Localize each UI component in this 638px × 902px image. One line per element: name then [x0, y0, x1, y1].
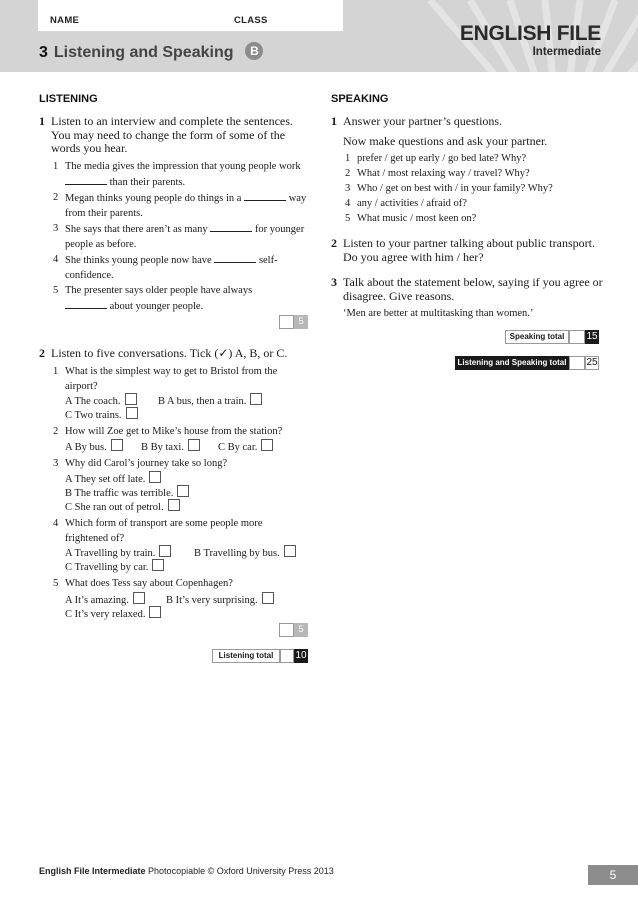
- tick-checkbox[interactable]: [126, 407, 138, 419]
- score-input[interactable]: [279, 315, 294, 329]
- tick-checkbox[interactable]: [152, 559, 164, 571]
- listening-q1-item: 3 She says that there aren’t as many for younger people as before.: [53, 223, 305, 250]
- listening-total: Listening total 10: [212, 649, 308, 663]
- listening-q1-instruction: 1 Listen to an interview and complete the sentences. You may need to change the form of some of the words you hear.: [39, 114, 293, 155]
- class-label: CLASS: [234, 15, 268, 26]
- tick-checkbox[interactable]: [149, 471, 161, 483]
- unit-title-text: Listening and Speaking: [53, 44, 234, 61]
- speaking-q1-item: 3 Who / get on best with / in your family? Why?: [345, 183, 553, 194]
- speaking-q1-item: 4 any / activities / afraid of?: [345, 198, 467, 209]
- listening-q2-question: 4 Which form of transport are some people more frightened of?: [53, 518, 263, 544]
- listening-q1-item: 2 Megan thinks young people do things in a way from their parents.: [53, 192, 307, 219]
- listening-q2-instruction: 2 Listen to five conversations. Tick (✓) A, B, or C.: [39, 346, 288, 360]
- option-c: C She ran out of petrol.: [65, 499, 180, 515]
- speaking-q1-instruction2: Now make questions and ask your partner.: [343, 134, 548, 148]
- option-c: C Two trains.: [65, 407, 138, 423]
- brand-logo: [460, 22, 601, 58]
- tick-checkbox[interactable]: [159, 545, 171, 557]
- option-a: A It’s amazing.: [65, 592, 145, 608]
- option-a: A By bus.: [65, 439, 123, 455]
- tick-checkbox[interactable]: [125, 393, 137, 405]
- speaking-q3-instruction: 3 Talk about the statement below, saying if you agree or disagree. Give reasons.: [331, 275, 603, 303]
- option-a: A They set off late.: [65, 471, 161, 487]
- listening-q2-question: 5 What does Tess say about Copenhagen?: [53, 578, 233, 589]
- tick-checkbox[interactable]: [262, 592, 274, 604]
- name-label: NAME: [50, 15, 80, 26]
- speaking-q1-item: 2 What / most relaxing way / travel? Why?: [345, 168, 530, 179]
- option-b: B It’s very surprising.: [166, 592, 274, 608]
- option-b: B The traffic was terrible.: [65, 485, 189, 501]
- unit-number: 3: [39, 44, 48, 61]
- tick-checkbox[interactable]: [177, 485, 189, 497]
- tick-checkbox[interactable]: [284, 545, 296, 557]
- total-input[interactable]: [569, 356, 585, 370]
- tick-checkbox[interactable]: [133, 592, 145, 604]
- answer-blank[interactable]: [214, 252, 256, 263]
- answer-blank[interactable]: [65, 174, 107, 185]
- score-input[interactable]: [279, 623, 294, 637]
- speaking-q1-item: 1 prefer / get up early / go bed late? Why?: [345, 153, 527, 164]
- option-b: B A bus, then a train.: [158, 393, 262, 409]
- unit-title: [39, 42, 263, 62]
- tick-checkbox[interactable]: [261, 439, 273, 451]
- listening-q1-item: 5 The presenter says older people have always about younger people.: [53, 285, 253, 312]
- speaking-heading: SPEAKING: [331, 93, 389, 105]
- tick-checkbox[interactable]: [188, 439, 200, 451]
- option-b: B Travelling by bus.: [194, 545, 296, 561]
- name-class-bar: [38, 0, 343, 31]
- speaking-total: Speaking total 15: [505, 330, 599, 344]
- footer-copyright: English File Intermediate Photocopiable © Oxford University Press 2013: [39, 866, 334, 876]
- total-input[interactable]: [569, 330, 585, 344]
- tick-checkbox[interactable]: [168, 499, 180, 511]
- speaking-q2-instruction: 2 Listen to your partner talking about public transport. Do you agree with him / her?: [331, 236, 595, 264]
- listening-q2-question: 3 Why did Carol’s journey take so long?: [53, 458, 228, 469]
- answer-blank[interactable]: [210, 221, 252, 232]
- brand-title: ENGLISH FILE: [459, 22, 601, 45]
- listening-speaking-total: Listening and Speaking total 25: [455, 356, 599, 370]
- listening-q2-question: 2 How will Zoe get to Mike’s house from the station?: [53, 426, 283, 437]
- option-c: C Travelling by car.: [65, 559, 164, 575]
- tick-checkbox[interactable]: [149, 606, 161, 618]
- option-c: C By car.: [218, 439, 273, 455]
- listening-q1-item: 4 She thinks young people now have self-confidence.: [53, 254, 278, 281]
- option-c: C It’s very relaxed.: [65, 606, 161, 622]
- listening-q2-score: 5: [279, 623, 308, 637]
- answer-blank[interactable]: [244, 190, 286, 201]
- speaking-q1-item: 5 What music / most keen on?: [345, 213, 477, 224]
- speaking-q1-instruction: 1 Answer your partner’s questions.: [331, 114, 503, 128]
- page-header: [0, 0, 638, 72]
- version-badge: B: [245, 42, 263, 60]
- tick-checkbox[interactable]: [111, 439, 123, 451]
- answer-blank[interactable]: [65, 298, 107, 309]
- listening-q1-score: 5: [279, 315, 308, 329]
- option-a: A Travelling by train.: [65, 545, 171, 561]
- listening-q2-question: 1 What is the simplest way to get to Bristol from the airport?: [53, 366, 278, 392]
- option-a: A The coach.: [65, 393, 137, 409]
- listening-heading: LISTENING: [39, 93, 98, 105]
- speaking-statement: ‘Men are better at multitasking than women.’: [343, 308, 534, 319]
- option-b: B By taxi.: [141, 439, 200, 455]
- total-input[interactable]: [280, 649, 294, 663]
- page-number: 5: [588, 865, 638, 885]
- listening-q1-item: 1 The media gives the impression that young people work than their parents.: [53, 161, 301, 188]
- tick-checkbox[interactable]: [250, 393, 262, 405]
- brand-level: Intermediate: [532, 46, 601, 58]
